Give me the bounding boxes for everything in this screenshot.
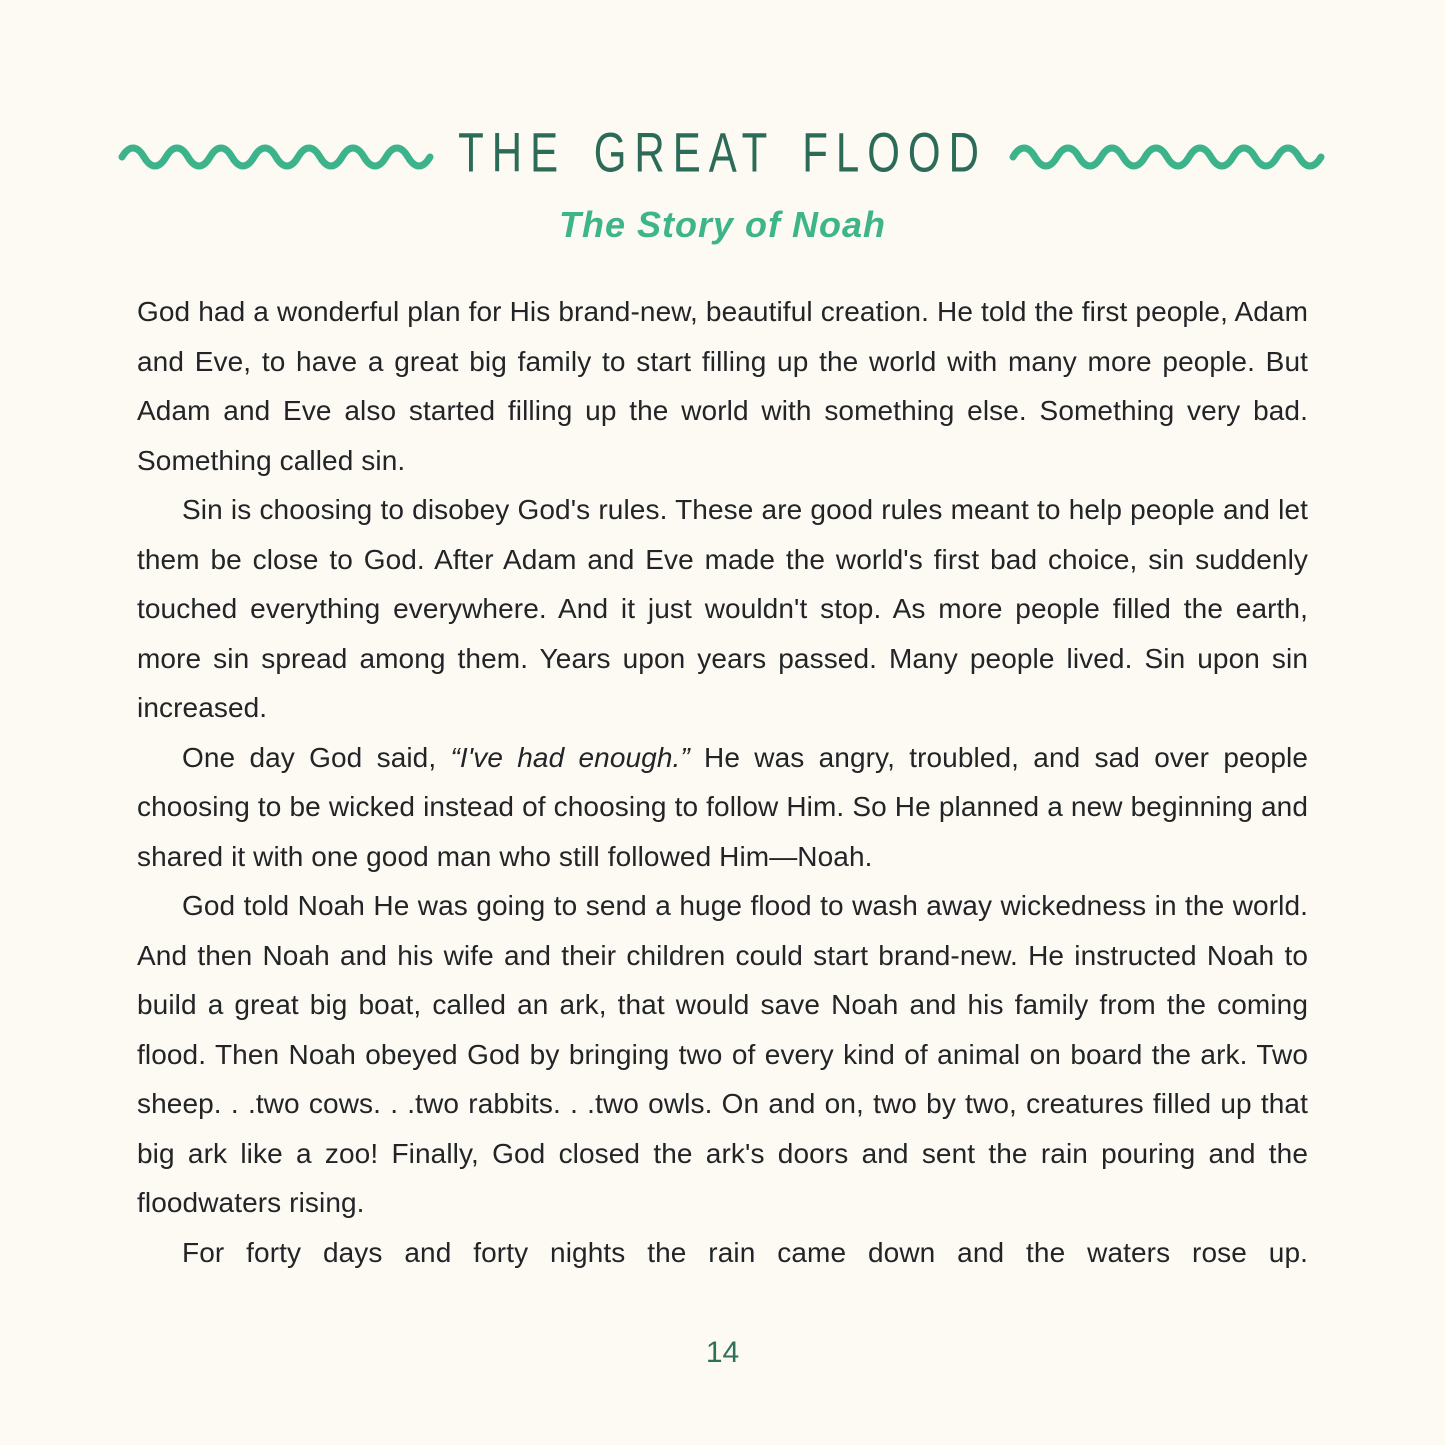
title-row [0, 118, 1445, 188]
chapter-header [0, 118, 1445, 246]
paragraph-text: He was angry, troubled, and sad over people choosing to be wicked instead of choosing to follow Him. So He planned a new beginning and shared it with one good man who still followed Him—Noah. [137, 741, 1308, 872]
paragraph-text: God told Noah He was going to send a huge flood to wash away wickedness in the world. And then Noah and his wife and their children could start brand-new. He instructed Noah to build a great big boat, called an ark, that would save Noah and his family from the coming flood. Then Noah obeyed God by bringing two of every kind of animal on board the ark. Two sheep. . .two cows. . .two rabbits. . .two owls. On and on, two by two, creatures filled up that big ark like a zoo! Finally, God closed the ark's doors and sent the rain pouring and the floodwaters rising. [137, 890, 1308, 1218]
page-number: 14 [705, 1336, 740, 1369]
paragraph [137, 485, 1308, 733]
paragraph-text: For forty days and forty nights the rain came down and the waters rose up. [182, 1236, 1308, 1268]
paragraph-text: One day God said, [182, 741, 451, 773]
body-text [137, 287, 1308, 1277]
paragraph-text: God had a wonderful plan for His brand-new, beautiful creation. He told the first people, Adam and Eve, to have a great big family to start filling up the world with many more people. But Adam and Eve also started filling up the world with something else. Something very bad. Something called sin. [137, 296, 1308, 476]
paragraph [137, 287, 1308, 485]
quoted-speech: “I've had enough.” [450, 741, 690, 773]
paragraph [137, 733, 1308, 882]
chapter-title: THE GREAT FLOOD [458, 121, 987, 184]
paragraph [137, 1228, 1308, 1278]
paragraph [137, 881, 1308, 1228]
wavy-line-left-icon [118, 136, 436, 170]
paragraph-text: Sin is choosing to disobey God's rules. These are good rules meant to help people and let them be close to God. After Adam and Eve made the world's first bad choice, sin suddenly touched everything everywhere. And it just wouldn't stop. As more people filled the earth, more sin spread among them. Years upon years passed. Many people lived. Sin upon sin increased. [137, 494, 1308, 723]
chapter-subtitle: The Story of Noah [558, 204, 886, 245]
wavy-line-right-icon [1009, 136, 1327, 170]
